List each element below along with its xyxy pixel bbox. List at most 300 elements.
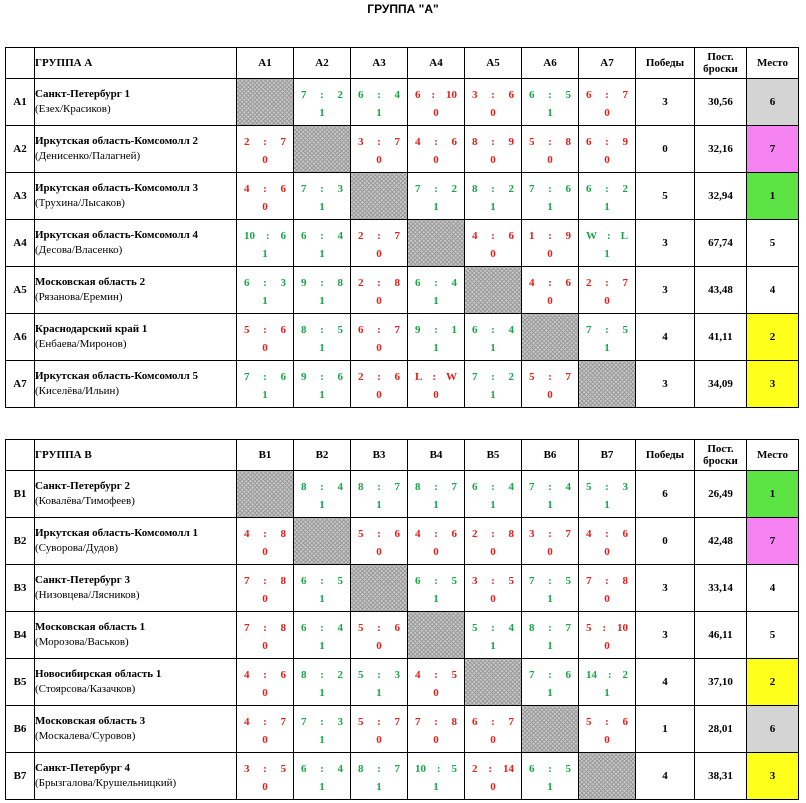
- score-own: 6: [529, 763, 535, 775]
- score-opponent: 5: [451, 575, 457, 587]
- score-own: 6: [529, 89, 535, 101]
- match-score-cell: [351, 471, 408, 518]
- score-opponent: 7: [394, 136, 400, 148]
- match-points: 1: [604, 201, 610, 213]
- team-players: (Брызгалова/Крушельницкий): [35, 777, 177, 789]
- match-score-cell: [294, 471, 351, 518]
- score-line: [294, 183, 350, 195]
- match-points: 0: [604, 154, 610, 166]
- column-header: A1: [237, 48, 294, 79]
- throws-cell: 42,48: [695, 518, 747, 565]
- score-own: 9: [415, 324, 421, 336]
- team-name: Санкт-Петербург 4: [35, 762, 130, 774]
- score-opponent: 8: [565, 136, 571, 148]
- score-separator: :: [434, 277, 438, 289]
- score-line: [522, 528, 578, 540]
- match-score-cell: [351, 361, 408, 408]
- score-opponent: 6: [508, 89, 514, 101]
- score-separator: :: [491, 136, 495, 148]
- match-points: 1: [433, 499, 439, 511]
- match-points: 1: [319, 499, 325, 511]
- score-line: [294, 763, 350, 775]
- score-separator: :: [548, 183, 552, 195]
- score-opponent: 7: [622, 277, 628, 289]
- score-line: [579, 183, 635, 195]
- match-points: 1: [319, 781, 325, 793]
- score-opponent: 9: [622, 136, 628, 148]
- match-score-cell: [408, 565, 465, 612]
- score-separator: :: [605, 481, 609, 493]
- score-opponent: 6: [565, 277, 571, 289]
- score-opponent: 7: [565, 371, 571, 383]
- score-separator: :: [605, 136, 609, 148]
- score-opponent: 4: [337, 481, 343, 493]
- throws-cell: 33,14: [695, 565, 747, 612]
- score-line: [465, 324, 521, 336]
- score-own: 4: [244, 716, 250, 728]
- match-score-cell: [237, 126, 294, 173]
- score-line: [351, 230, 407, 242]
- score-line: [408, 324, 464, 336]
- place-cell: 5: [747, 612, 799, 659]
- group-name-header: ГРУППА В: [35, 440, 237, 471]
- match-score-cell: [522, 220, 579, 267]
- match-score-cell: [237, 612, 294, 659]
- score-line: [237, 716, 293, 728]
- score-separator: :: [431, 89, 436, 101]
- match-points: 1: [490, 342, 496, 354]
- match-score-cell: [465, 518, 522, 565]
- score-line: [465, 622, 521, 634]
- score-separator: :: [607, 669, 612, 681]
- match-points: 0: [547, 546, 553, 558]
- column-header: A7: [579, 48, 636, 79]
- score-opponent: 8: [337, 277, 343, 289]
- score-line: [237, 371, 293, 383]
- match-score-cell: [522, 659, 579, 706]
- score-separator: :: [434, 716, 438, 728]
- score-separator: :: [377, 763, 381, 775]
- match-points: 1: [319, 201, 325, 213]
- match-score-cell: [351, 612, 408, 659]
- match-points: 0: [604, 546, 610, 558]
- team-players: (Морозова/Васьков): [35, 636, 129, 648]
- match-points: 0: [262, 640, 268, 652]
- match-score-cell: [465, 361, 522, 408]
- match-points: 1: [490, 499, 496, 511]
- match-points: 1: [376, 499, 382, 511]
- match-points: 0: [376, 295, 382, 307]
- score-line: [522, 277, 578, 289]
- score-own: 5: [472, 622, 478, 634]
- match-score-cell: [294, 267, 351, 314]
- team-cell: [35, 79, 237, 126]
- match-points: 0: [433, 734, 439, 746]
- score-separator: :: [320, 669, 324, 681]
- score-separator: :: [263, 575, 267, 587]
- score-own: 6: [358, 89, 364, 101]
- match-score-cell: [465, 753, 522, 800]
- match-points: 1: [433, 295, 439, 307]
- match-score-cell: [465, 565, 522, 612]
- row-label: A5: [6, 267, 35, 314]
- column-header: A6: [522, 48, 579, 79]
- score-own: 7: [529, 183, 535, 195]
- place-cell: 7: [747, 126, 799, 173]
- score-line: [522, 136, 578, 148]
- score-separator: :: [265, 230, 270, 242]
- score-own: 5: [244, 324, 250, 336]
- score-opponent: 6: [280, 230, 286, 242]
- score-opponent: 6: [394, 528, 400, 540]
- score-separator: :: [377, 277, 381, 289]
- team-cell: [35, 314, 237, 361]
- score-opponent: 6: [337, 371, 343, 383]
- team-name: Иркутская область-Комсомолл 5: [35, 370, 198, 382]
- team-cell: [35, 659, 237, 706]
- score-opponent: 5: [337, 324, 343, 336]
- score-own: 4: [415, 528, 421, 540]
- team-players: (Енбаева/Миронов): [35, 338, 127, 350]
- score-separator: :: [377, 669, 381, 681]
- score-line: [522, 230, 578, 242]
- team-players: (Ковалёва/Тимофеев): [35, 495, 135, 507]
- score-line: [351, 622, 407, 634]
- match-score-cell: [237, 659, 294, 706]
- score-line: [237, 277, 293, 289]
- score-own: 3: [472, 575, 478, 587]
- score-opponent: 6: [280, 669, 286, 681]
- score-opponent: 6: [622, 528, 628, 540]
- score-opponent: 6: [451, 528, 457, 540]
- column-header: A4: [408, 48, 465, 79]
- score-separator: :: [320, 575, 324, 587]
- match-score-cell: [408, 706, 465, 753]
- score-own: 2: [586, 277, 592, 289]
- score-own: 2: [358, 277, 364, 289]
- score-separator: :: [434, 324, 438, 336]
- score-own: 8: [301, 669, 307, 681]
- score-own: 5: [358, 669, 364, 681]
- column-header: B5: [465, 440, 522, 471]
- team-name: Иркутская область-Комсомолл 1: [35, 527, 198, 539]
- match-score-cell: [408, 173, 465, 220]
- wins-cell: 6: [636, 471, 695, 518]
- match-points: 1: [490, 640, 496, 652]
- match-points: 0: [490, 154, 496, 166]
- score-own: 6: [415, 89, 421, 101]
- match-score-cell: [579, 612, 636, 659]
- score-opponent: 6: [280, 324, 286, 336]
- score-opponent: 7: [394, 481, 400, 493]
- place-cell: 6: [747, 706, 799, 753]
- score-own: 3: [358, 136, 364, 148]
- match-points: 0: [262, 593, 268, 605]
- throws-cell: 43,48: [695, 267, 747, 314]
- score-separator: :: [263, 763, 267, 775]
- match-points: 1: [319, 687, 325, 699]
- score-opponent: 4: [337, 230, 343, 242]
- score-line: [408, 716, 464, 728]
- match-points: 0: [433, 154, 439, 166]
- match-points: 1: [376, 687, 382, 699]
- match-points: 0: [262, 342, 268, 354]
- score-separator: :: [320, 763, 324, 775]
- score-opponent: 6: [622, 716, 628, 728]
- score-separator: :: [434, 669, 438, 681]
- table-row: [6, 173, 799, 220]
- score-line: [294, 575, 350, 587]
- match-score-cell: [237, 753, 294, 800]
- score-opponent: 10: [616, 622, 628, 634]
- team-name: Краснодарский край 1: [35, 323, 148, 335]
- match-score-cell: [237, 518, 294, 565]
- match-score-cell: [294, 220, 351, 267]
- score-separator: :: [491, 324, 495, 336]
- corner-cell: [6, 48, 35, 79]
- match-points: 0: [604, 734, 610, 746]
- match-points: 0: [490, 593, 496, 605]
- match-points: 0: [433, 687, 439, 699]
- score-own: 6: [472, 716, 478, 728]
- score-opponent: 7: [508, 716, 514, 728]
- wins-cell: 0: [636, 518, 695, 565]
- match-points: 0: [604, 593, 610, 605]
- score-own: 2: [358, 230, 364, 242]
- match-points: 0: [262, 201, 268, 213]
- score-line: [579, 669, 635, 681]
- score-own: 5: [529, 371, 535, 383]
- score-line: [579, 136, 635, 148]
- match-score-cell: [237, 267, 294, 314]
- score-separator: :: [263, 277, 267, 289]
- score-own: 8: [529, 622, 535, 634]
- score-line: [237, 575, 293, 587]
- team-name: Иркутская область-Комсомолл 3: [35, 182, 198, 194]
- score-separator: :: [434, 528, 438, 540]
- score-line: [522, 763, 578, 775]
- self-match-cell: [237, 79, 294, 126]
- table-row: [6, 659, 799, 706]
- match-points: 0: [604, 295, 610, 307]
- score-line: [522, 669, 578, 681]
- team-players: (Суворова/Дудов): [35, 542, 119, 554]
- row-label: A4: [6, 220, 35, 267]
- score-line: [579, 89, 635, 101]
- wins-cell: 1: [636, 706, 695, 753]
- score-separator: :: [320, 481, 324, 493]
- score-opponent: 2: [622, 669, 628, 681]
- table-row: [6, 518, 799, 565]
- match-score-cell: [237, 173, 294, 220]
- score-own: 7: [301, 89, 307, 101]
- score-separator: :: [548, 277, 552, 289]
- wins-cell: 3: [636, 79, 695, 126]
- match-score-cell: [408, 471, 465, 518]
- score-opponent: 7: [451, 481, 457, 493]
- score-own: 6: [301, 622, 307, 634]
- score-separator: :: [434, 183, 438, 195]
- score-line: [522, 89, 578, 101]
- score-opponent: 7: [622, 89, 628, 101]
- match-score-cell: [408, 79, 465, 126]
- score-line: [408, 183, 464, 195]
- score-opponent: W: [445, 371, 457, 383]
- score-opponent: 7: [280, 136, 286, 148]
- place-cell: 2: [747, 314, 799, 361]
- score-own: 1: [529, 230, 535, 242]
- score-own: 5: [529, 136, 535, 148]
- match-score-cell: [579, 79, 636, 126]
- place-cell: 7: [747, 518, 799, 565]
- score-own: 4: [586, 528, 592, 540]
- score-separator: :: [320, 716, 324, 728]
- score-line: [465, 481, 521, 493]
- score-line: [408, 89, 464, 101]
- score-separator: :: [377, 89, 381, 101]
- score-opponent: 3: [280, 277, 286, 289]
- score-own: 2: [472, 528, 478, 540]
- match-score-cell: [465, 79, 522, 126]
- self-match-cell: [294, 126, 351, 173]
- place-cell: 6: [747, 79, 799, 126]
- score-opponent: 8: [280, 622, 286, 634]
- column-header: A2: [294, 48, 351, 79]
- match-score-cell: [408, 126, 465, 173]
- score-line: [465, 89, 521, 101]
- match-score-cell: [237, 565, 294, 612]
- team-name: Новосибирская область 1: [35, 668, 162, 680]
- throws-cell: 32,16: [695, 126, 747, 173]
- score-separator: :: [605, 716, 609, 728]
- match-points: 1: [376, 107, 382, 119]
- throws-cell: 32,94: [695, 173, 747, 220]
- table-row: [6, 565, 799, 612]
- team-cell: [35, 706, 237, 753]
- score-separator: :: [263, 622, 267, 634]
- score-separator: :: [377, 622, 381, 634]
- score-opponent: 4: [337, 622, 343, 634]
- team-players: (Трухина/Лысаков): [35, 197, 125, 209]
- match-score-cell: [351, 706, 408, 753]
- score-line: [579, 324, 635, 336]
- score-opponent: 8: [280, 528, 286, 540]
- column-header: B1: [237, 440, 294, 471]
- score-opponent: 3: [394, 669, 400, 681]
- team-players: (Стоярсова/Казачков): [35, 683, 136, 695]
- score-own: 6: [415, 575, 421, 587]
- score-line: [408, 277, 464, 289]
- score-separator: :: [548, 575, 552, 587]
- score-opponent: 8: [451, 716, 457, 728]
- score-opponent: 4: [565, 481, 571, 493]
- match-score-cell: [237, 220, 294, 267]
- team-players: (Москалева/Суровов): [35, 730, 136, 742]
- score-separator: :: [548, 528, 552, 540]
- place-header: Место: [747, 440, 799, 471]
- score-separator: :: [320, 183, 324, 195]
- match-score-cell: [579, 173, 636, 220]
- score-line: [351, 136, 407, 148]
- score-opponent: 6: [565, 669, 571, 681]
- corner-cell: [6, 440, 35, 471]
- match-score-cell: [294, 173, 351, 220]
- score-opponent: 7: [394, 716, 400, 728]
- team-name: Московская область 1: [35, 621, 146, 633]
- match-points: 1: [319, 107, 325, 119]
- score-line: [294, 324, 350, 336]
- score-own: 8: [301, 324, 307, 336]
- match-points: 0: [376, 248, 382, 260]
- match-score-cell: [237, 314, 294, 361]
- score-opponent: 8: [622, 575, 628, 587]
- row-label: B7: [6, 753, 35, 800]
- table-row: [6, 612, 799, 659]
- score-opponent: L: [620, 230, 628, 242]
- match-points: 0: [262, 546, 268, 558]
- team-cell: [35, 471, 237, 518]
- score-line: [351, 324, 407, 336]
- table-row: [6, 471, 799, 518]
- self-match-cell: [408, 612, 465, 659]
- throws-cell: 41,11: [695, 314, 747, 361]
- table-row: [6, 267, 799, 314]
- team-name: Санкт-Петербург 3: [35, 574, 130, 586]
- team-cell: [35, 565, 237, 612]
- score-line: [522, 371, 578, 383]
- score-separator: :: [605, 89, 609, 101]
- match-score-cell: [408, 267, 465, 314]
- score-opponent: 7: [280, 716, 286, 728]
- score-separator: :: [263, 528, 267, 540]
- score-opponent: 3: [337, 716, 343, 728]
- match-score-cell: [237, 706, 294, 753]
- score-own: 2: [244, 136, 250, 148]
- score-line: [237, 183, 293, 195]
- team-name: Иркутская область-Комсомолл 4: [35, 229, 198, 241]
- score-own: 3: [244, 763, 250, 775]
- score-separator: :: [434, 575, 438, 587]
- score-separator: :: [320, 230, 324, 242]
- team-cell: [35, 173, 237, 220]
- score-line: [579, 528, 635, 540]
- table-row: [6, 314, 799, 361]
- score-opponent: 2: [622, 183, 628, 195]
- wins-cell: 3: [636, 361, 695, 408]
- score-own: L: [415, 371, 423, 383]
- score-line: [351, 716, 407, 728]
- score-separator: :: [491, 371, 495, 383]
- team-cell: [35, 612, 237, 659]
- score-opponent: 7: [565, 622, 571, 634]
- score-line: [408, 763, 464, 775]
- wins-cell: 3: [636, 565, 695, 612]
- match-points: 1: [604, 342, 610, 354]
- match-score-cell: [351, 220, 408, 267]
- score-opponent: 3: [622, 481, 628, 493]
- score-separator: :: [605, 324, 609, 336]
- self-match-cell: [351, 173, 408, 220]
- score-line: [294, 669, 350, 681]
- score-own: 2: [358, 371, 364, 383]
- place-cell: 1: [747, 173, 799, 220]
- match-points: 1: [319, 342, 325, 354]
- team-cell: [35, 267, 237, 314]
- row-label: B5: [6, 659, 35, 706]
- score-separator: :: [491, 575, 495, 587]
- column-header: B2: [294, 440, 351, 471]
- match-points: 1: [433, 781, 439, 793]
